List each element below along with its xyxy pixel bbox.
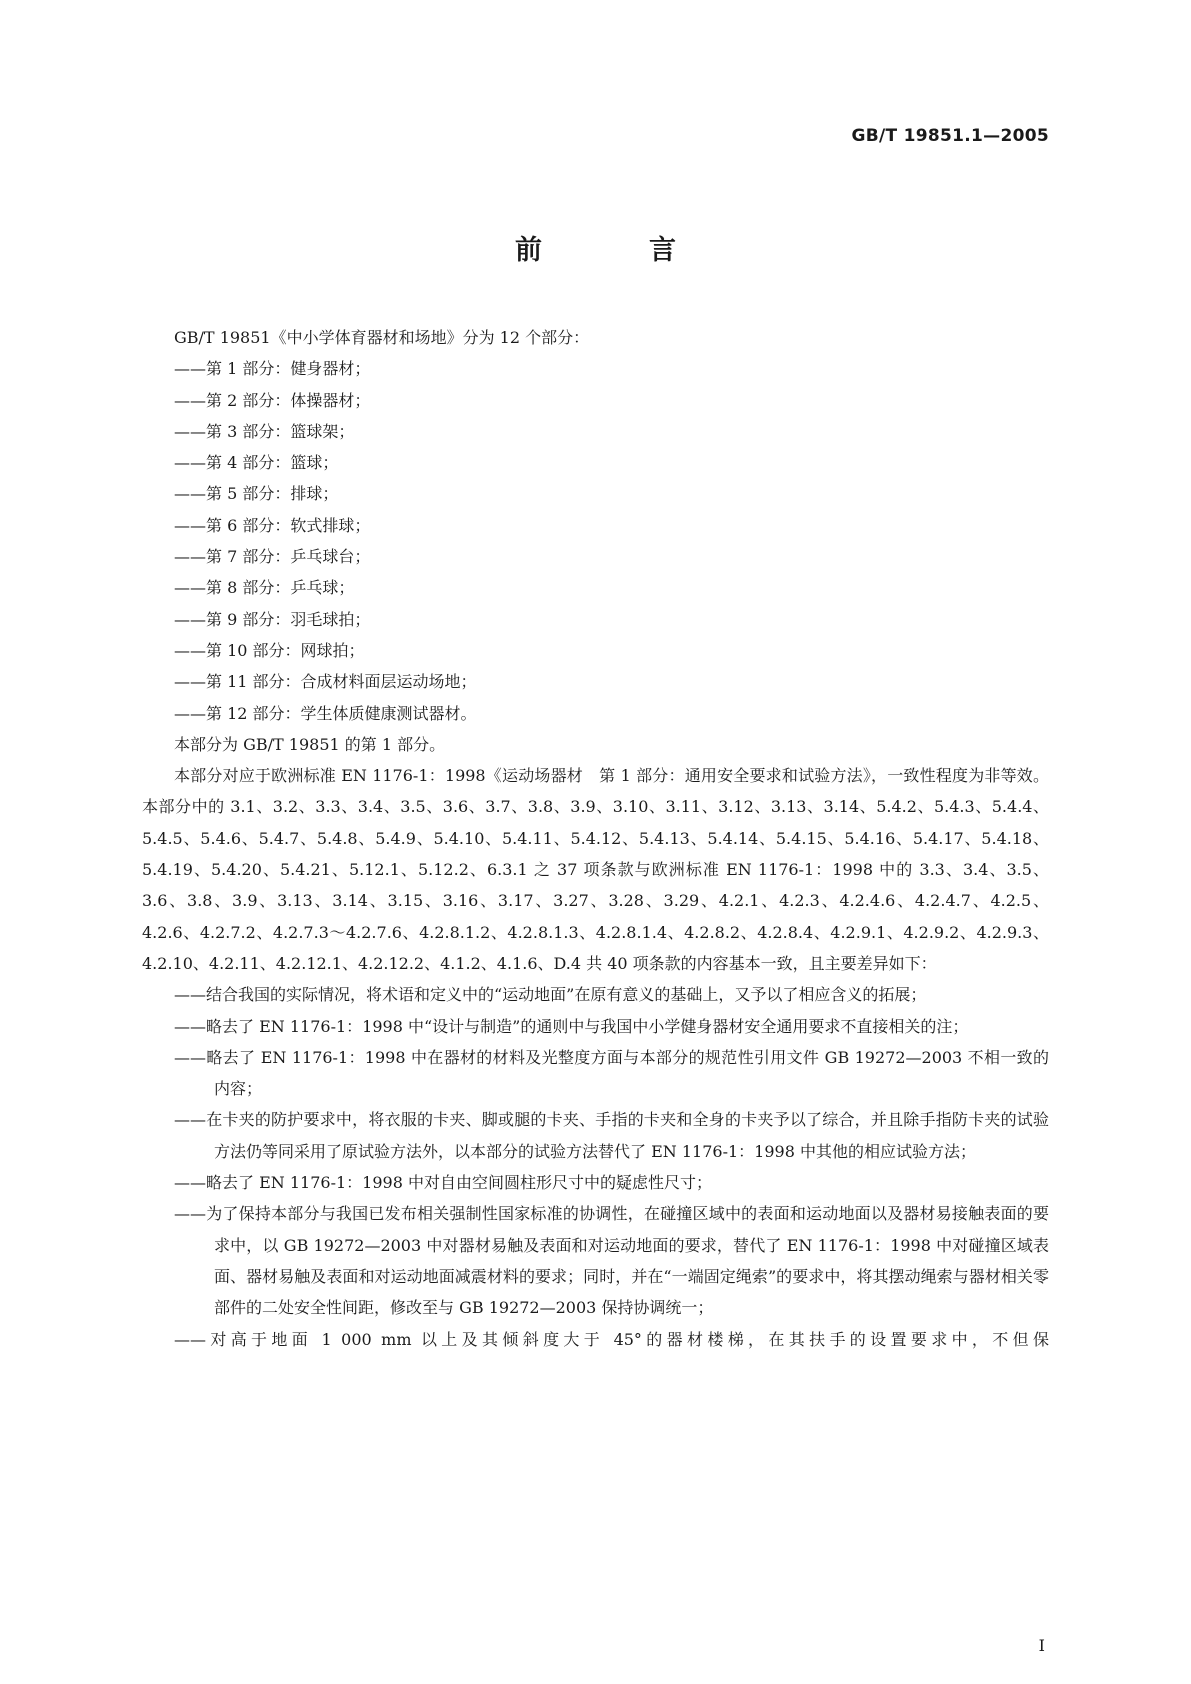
- list-item: ——第 10 部分：网球拍；: [174, 640, 365, 660]
- correspondence-paragraph: 本部分对应于欧洲标准 EN 1176-1：1998《运动场器材 第 1 部分：通用安全要求和试验方法》，一致性程度为非等效。本部分中的 3.1、3.2、3.3、3.4、3.5、3.6、3.7、3.8、3.9、3.10、3.11、3.12、3.13、3.14、5.4.2、5.4.3、5.4.4、5.4.5、5.4.6、5.4.7、5.4.8、5.4.9、5.4.10、5.4.11、5.4.12、5.4.13、5.4.14、5.4.15、5.4.16、5.4.17、5.4.18、5.4.19、5.4.20、5.4.21、5.12.1、5.12.2、6.3.1 之 37 项条款与欧洲标准 EN 1176-1：1998 中的 3.3、3.4、3.5、3.6、3.8、3.9、3.13、3.14、3.15、3.16、3.17、3.27、3.28、3.29、4.2.1、4.2.3、4.2.4.6、4.2.4.7、4.2.5、4.2.6、4.2.7.2、4.2.7.3～4.2.7.6、4.2.8.1.2、4.2.8.1.3、4.2.8.1.4、4.2.8.2、4.2.8.4、4.2.9.1、4.2.9.2、4.2.9.3、4.2.10、4.2.11、4.2.12.1、4.2.12.2、4.1.2、4.1.6、D.4 共 40 项条款的内容基本一致，且主要差异如下：: [142, 766, 1049, 973]
- list-item: ——第 11 部分：合成材料面层运动场地；: [174, 672, 477, 692]
- list-item-continued: ——对高于地面 1 000 mm 以上及其倾斜度大于 45°的器材楼梯，在其扶手的设置要求中，不但保: [174, 1329, 1049, 1349]
- list-item: ——略去了 EN 1176-1：1998 中“设计与制造”的通则中与我国中小学健身器材安全通用要求不直接相关的注；: [174, 1016, 969, 1036]
- intro-paragraph: GB/T 19851《中小学体育器材和场地》分为 12 个部分：: [174, 328, 590, 347]
- foreword-body: [142, 322, 1049, 1355]
- list-item: ——第 2 部分：体操器材；: [174, 390, 371, 410]
- list-item: ——在卡夹的防护要求中，将衣服的卡夹、脚或腿的卡夹、手指的卡夹和全身的卡夹予以了综合，并且除手指防卡夹的试验方法仍等同采用了原试验方法外，以本部分的试验方法替代了 EN 1176-1：1998 中其他的相应试验方法；: [174, 1110, 1049, 1161]
- parts-list: [142, 353, 1049, 729]
- list-item: ——第 5 部分：排球；: [174, 484, 339, 504]
- list-item: ——结合我国的实际情况，将术语和定义中的“运动地面”在原有意义的基础上，又予以了相应含义的拓展；: [174, 985, 927, 1005]
- list-item: ——第 1 部分：健身器材；: [174, 359, 371, 379]
- list-item: ——略去了 EN 1176-1：1998 中在器材的材料及光整度方面与本部分的规范性引用文件 GB 19272—2003 不相一致的内容；: [174, 1047, 1049, 1099]
- list-item: ——第 12 部分：学生体质健康测试器材。: [174, 703, 477, 723]
- part-statement: 本部分为 GB/T 19851 的第 1 部分。: [174, 734, 446, 754]
- list-item: ——第 4 部分：篮球；: [174, 453, 339, 473]
- list-item: ——第 3 部分：篮球架；: [174, 421, 355, 441]
- list-item: ——第 8 部分：乒乓球；: [174, 578, 355, 598]
- list-item: ——第 7 部分：乒乓球台；: [174, 547, 371, 567]
- standard-code: GB/T 19851.1—2005: [851, 126, 1049, 146]
- list-item: ——第 6 部分：软式排球；: [174, 515, 371, 535]
- list-item: ——第 9 部分：羽毛球拍；: [174, 609, 371, 629]
- differences-list: [142, 979, 1049, 1355]
- page-title: 前 言: [515, 235, 716, 266]
- list-item: ——为了保持本部分与我国已发布相关强制性国家标准的协调性，在碰撞区域中的表面和运动地面以及器材易接触表面的要求中，以 GB 19272—2003 中对器材易触及表面和对运动地面的要求，替代了 EN 1176-1：1998 中对碰撞区域表面、器材易触及表面和对运动地面减震材料的要求；同时，并在“一端固定绳索”的要求中，将其摆动绳索与器材相关零部件的二处安全性间距，修改至与 GB 19272—2003 保持协调统一；: [174, 1204, 1049, 1318]
- page-number: I: [1038, 1636, 1045, 1655]
- list-item: ——略去了 EN 1176-1：1998 中对自由空间圆柱形尺寸中的疑虑性尺寸；: [174, 1173, 712, 1193]
